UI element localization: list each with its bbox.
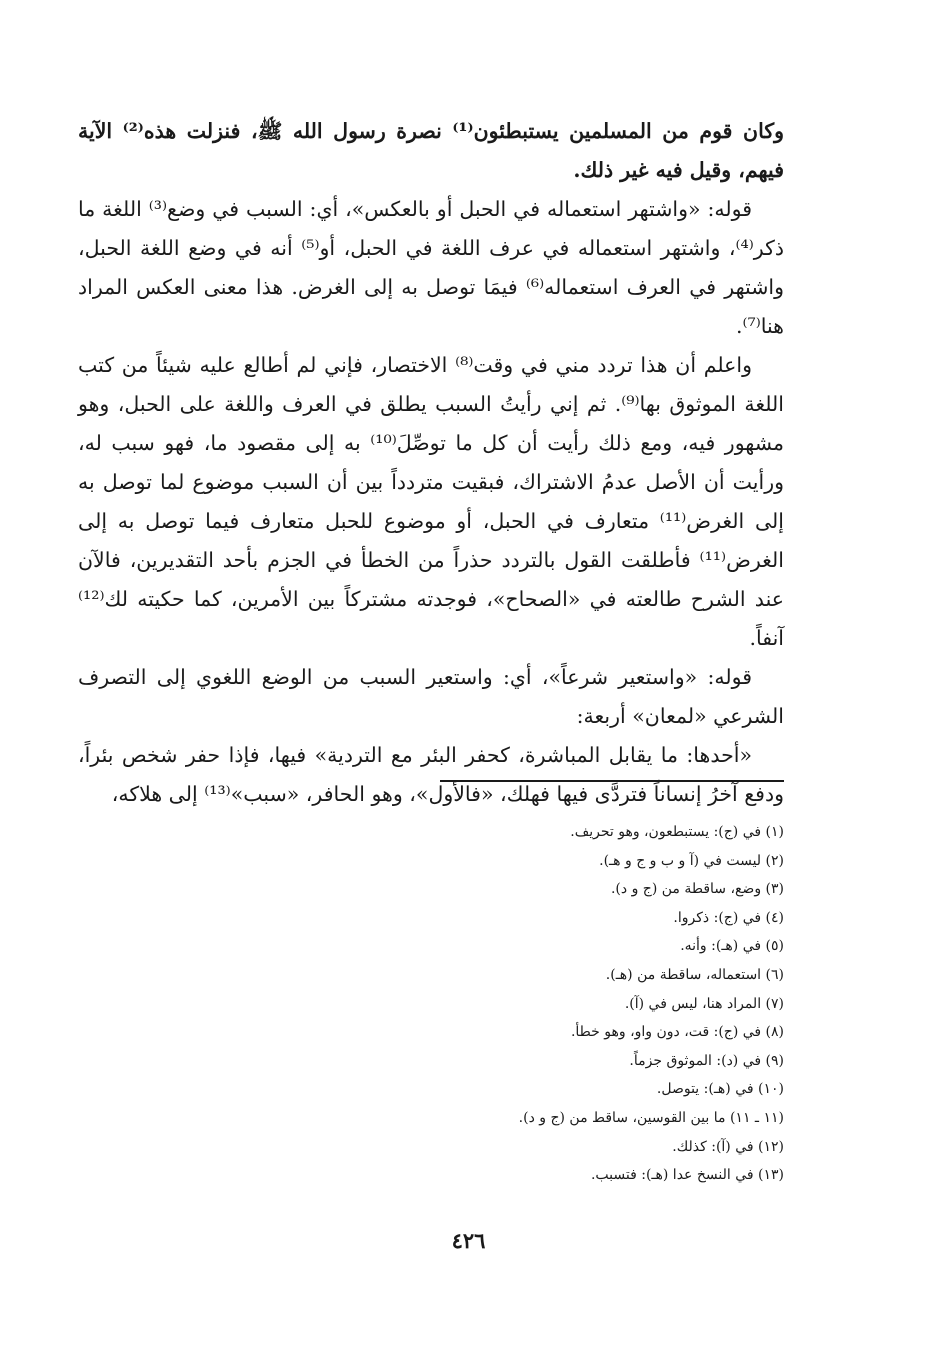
main-text <box>78 112 784 814</box>
footnote: (٢) ليست في (آ و ب و ج و هـ). <box>599 852 784 869</box>
footnotes <box>300 818 784 1190</box>
footnote: (٣) وضع، ساقطة من (ج و د). <box>610 881 784 898</box>
paragraph-5: «أحدها: ما يقابل المباشرة، كحفر البئر مع التردية» فيها، فإذا حفر شخص بئراً، ودفع آخرُ إنساناً فتردَّى فيها فهلك، «فالأول»، وهو الحافر، «سبب»⁽¹³⁾ إلى هلاكه، <box>78 743 784 806</box>
page-number: ٤٢٦ <box>451 1228 486 1253</box>
footnote: (١٠) في (هـ): يتوصل. <box>656 1081 784 1098</box>
footnote: (١) في (ج): يستبطعون، وهو تحريف. <box>570 824 784 840</box>
paragraph-4: قوله: «واستعير شرعاً»، أي: واستعير السبب من الوضع اللغوي إلى التصرف الشرعي «لمعان» أربعة: <box>78 665 784 728</box>
footnote-divider <box>440 780 784 782</box>
footnote: (٥) في (هـ): وأنه. <box>680 938 784 955</box>
footnote: (٤) في (ج): ذكروا. <box>673 909 784 926</box>
footnote: (١٣) في النسخ عدا (هـ): فتسبب. <box>590 1167 784 1184</box>
footnote: (١١ ـ ١١) ما بين القوسين، ساقط من (ج و د). <box>518 1109 784 1126</box>
footnote: (٩) في (د): الموثوق جزماً. <box>629 1052 784 1069</box>
footnote: (٧) المراد هنا، ليس في (آ). <box>624 995 784 1012</box>
footnote: (٨) في (ج): قت، دون واو، وهو خطأ. <box>570 1024 784 1041</box>
footnote: (١٢) في (آ): كذلك. <box>672 1138 784 1155</box>
footnote: (٦) استعماله، ساقطة من (هـ). <box>605 966 784 983</box>
paragraph-3: واعلم أن هذا تردد مني في وقت⁽⁸⁾ الاختصار، فإني لم أطالع عليه شيئاً من كتب اللغة الموثوق بها⁽⁹⁾. ثم إني رأيتُ السبب يطلق في العرف واللغة على الحبل، وهو مشهور فيه، ومع ذلك رأيت أن كل ما توصِّلَ⁽¹⁰⁾ به إلى مقصود ما، فهو سبب له، ورأيت أن الأصل عدمُ الاشتراك، فبقيت متردداً بين أن السبب موضوع لما توصل به إلى الغرض⁽¹¹⁾ متعارف في الحبل، أو موضوع للحبل متعارف فيما توصل به إلى الغرض⁽¹¹⁾ فأطلقت القول بالتردد حذراً من الخطأ في الجزم بأحد التقديرين، فالآن عند الشرح طالعته في «الصحاح»، فوجدته مشتركاً بين الأمرين، كما حكيته لك⁽¹²⁾ آنفاً. <box>78 353 785 650</box>
paragraph-1: وكان قوم من المسلمين يستبطئون⁽¹⁾ نصرة رسول الله ﷺ، فنزلت هذه⁽²⁾ الآية فيهم، وقيل فيه غير ذلك. <box>78 119 785 182</box>
paragraph-2: قوله: «واشتهر استعماله في الحبل أو بالعكس»، أي: السبب في وضع⁽³⁾ اللغة ما ذكر⁽⁴⁾، واشتهر استعماله في عرف اللغة في الحبل، أو⁽⁵⁾ أنه في وضع اللغة الحبل، واشتهر في العرف استعماله⁽⁶⁾ فيمَا توصل به إلى الغرض. هذا معنى العكس المراد هنا⁽⁷⁾. <box>78 197 784 338</box>
